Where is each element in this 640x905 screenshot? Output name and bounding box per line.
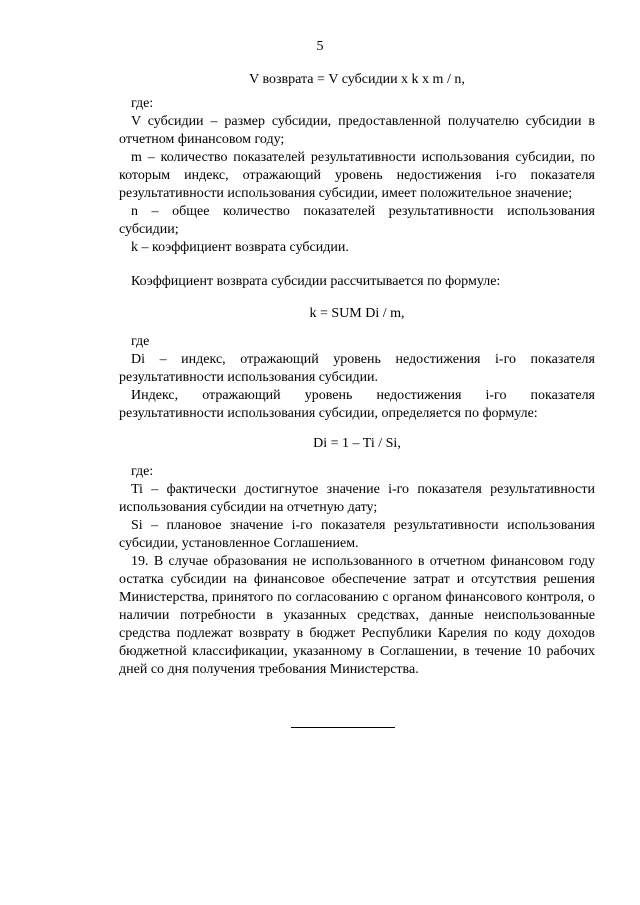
where-label-2: где — [131, 334, 150, 349]
index-intro: Индекс, отражающий уровень недостижения i-го показателя результативности использования субсидии, определяется по формуле: — [119, 388, 595, 421]
definition-m: m – количество показателей результативности использования субсидии, по которым индекс, отражающий уровень недостижения i-го показателя результативности использования субсидии, имеет положительное значение; — [119, 150, 595, 201]
document-body — [119, 71, 595, 679]
definition-v-subsidy: V субсидии – размер субсидии, предоставленной получателю субсидии в отчетном финансовом году; — [119, 114, 595, 147]
definition-ti: Ti – фактически достигнутое значение i-го показателя результативности использования субсидии на отчетную дату; — [119, 482, 595, 515]
definition-k: k – коэффициент возврата субсидии. — [131, 240, 349, 255]
definition-di: Di – индекс, отражающий уровень недостижения i-го показателя результативности использования субсидии. — [119, 352, 595, 385]
end-separator-line — [291, 727, 395, 728]
formula-return-volume: V возврата = V субсидии x k x m / n, — [249, 72, 465, 87]
page-number: 5 — [316, 39, 324, 54]
where-label-3: где: — [131, 464, 154, 479]
formula-coefficient: k = SUM Di / m, — [309, 306, 405, 321]
formula-index: Di = 1 – Ti / Si, — [313, 436, 401, 451]
where-label-1: где: — [131, 96, 154, 111]
paragraph-19: 19. В случае образования не использованного в отчетном финансовом году остатка субсидии на финансовое обеспечение затрат и отсутствия решения Министерства, принятого по согласованию с органом финансового контроля, о наличии потребности в указанных средствах, данные неиспользованные средства подлежат возврату в бюджет Республики Карелия по коду доходов бюджетной классификации, указанному в Соглашении, в течение 10 рабочих дней со дня получения требования Министерства. — [119, 554, 595, 677]
definition-si: Si – плановое значение i-го показателя результативности использования субсидии, установленное Соглашением. — [119, 518, 595, 551]
coefficient-intro: Коэффициент возврата субсидии рассчитывается по формуле: — [131, 274, 501, 289]
definition-n: n – общее количество показателей результативности использования субсидии; — [119, 204, 595, 237]
